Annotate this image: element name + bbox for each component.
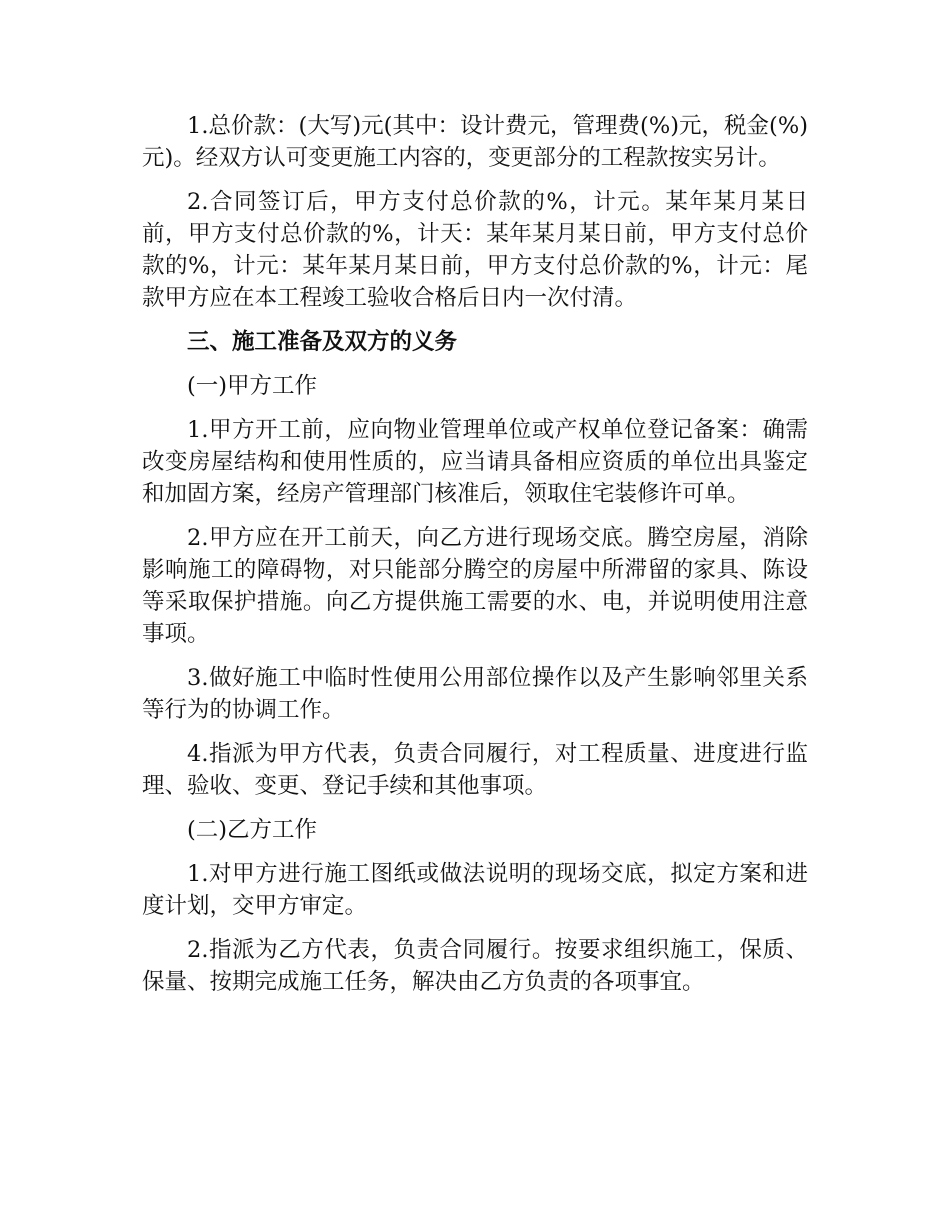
document-body	[142, 110, 808, 1010]
paragraph-payment-schedule: 2.合同签订后，甲方支付总价款的%，计元。某年某月某日前，甲方支付总价款的%，计天：某年某月某日前，甲方支付总价款的%，计元：某年某月某日前，甲方支付总价款的%，计元：尾款甲方应在本工程竣工验收合格后日内一次付清。	[142, 189, 808, 311]
section-heading-construction-prep: 三、施工准备及双方的义务	[187, 329, 458, 355]
paragraph-party-a-item-3: 3.做好施工中临时性使用公用部位操作以及产生影响邻里关系等行为的协调工作。	[142, 665, 808, 723]
paragraph-party-a-item-1: 1.甲方开工前，应向物业管理单位或产权单位登记备案：确需改变房屋结构和使用性质的，应当请具备相应资质的单位出具鉴定和加固方案，经房产管理部门核准后，领取住宅装修许可单。	[142, 417, 808, 507]
paragraph-total-price: 1.总价款：(大写)元(其中：设计费元，管理费(%)元，税金(%)元)。经双方认可变更施工内容的，变更部分的工程款按实另计。	[142, 113, 808, 171]
paragraph-party-a-item-4: 4.指派为甲方代表，负责合同履行，对工程质量、进度进行监理、验收、变更、登记手续和其他事项。	[142, 741, 808, 799]
paragraph-party-b-item-1: 1.对甲方进行施工图纸或做法说明的现场交底，拟定方案和进度计划，交甲方审定。	[142, 861, 808, 919]
paragraph-party-b-item-2: 2.指派为乙方代表，负责合同履行。按要求组织施工，保质、保量、按期完成施工任务，解决由乙方负责的各项事宜。	[142, 937, 808, 995]
paragraph-party-a-item-2: 2.甲方应在开工前天，向乙方进行现场交底。腾空房屋，消除影响施工的障碍物，对只能部分腾空的房屋中所滞留的家具、陈设等采取保护措施。向乙方提供施工需要的水、电，并说明使用注意事项。	[142, 525, 808, 647]
subsection-heading-party-b: (二)乙方工作	[187, 817, 318, 843]
subsection-heading-party-a: (一)甲方工作	[187, 373, 318, 399]
